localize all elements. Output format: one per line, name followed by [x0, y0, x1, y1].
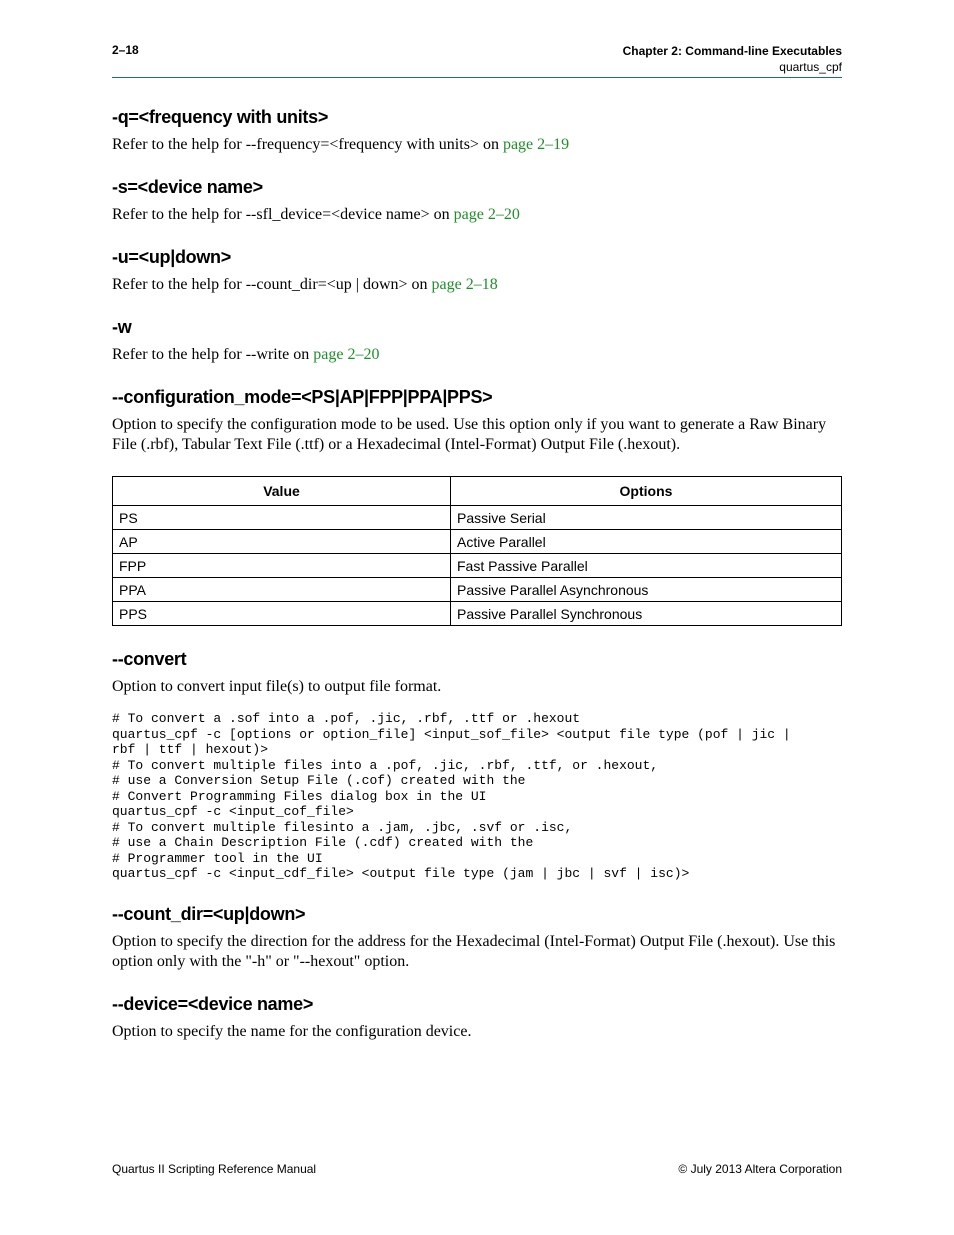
section-w	[112, 314, 842, 365]
section-text: Option to specify the configuration mode to be used. Use this option only if you want to generate a Raw Binary File (.rbf), Tabular Text File (.ttf) or a Hexadecimal (Intel-Format) Output File (.hexout).	[112, 416, 827, 453]
cell-value: PS	[113, 506, 451, 530]
cell-value: PPA	[113, 578, 451, 602]
column-header-value: Value	[113, 477, 451, 506]
section-text: Refer to the help for --write on page 2–20	[112, 346, 380, 363]
section-s	[112, 174, 842, 225]
section-heading: --device=<device name>	[112, 993, 314, 1014]
cell-option: Passive Parallel Asynchronous	[451, 578, 842, 602]
section-text: Option to specify the direction for the address for the Hexadecimal (Intel-Format) Output File (.hexout). Use this option only with the "-h" or "--hexout" option.	[112, 932, 836, 970]
table-row	[113, 530, 842, 554]
code-example-cof: # To convert multiple files into a .pof, .jic, .rbf, .ttf, or .hexout, # use a Conversion Setup File (.cof) created with the # Convert Programming Files dialog box in the UI quartus_cpf -c <input_cof_file>	[112, 757, 659, 819]
footer-copyright: © July 2013 Altera Corporation	[678, 1162, 842, 1176]
section-heading: --convert	[112, 649, 187, 669]
section-device	[112, 991, 842, 1042]
section-text: Option to specify the name for the configuration device.	[112, 1022, 472, 1040]
section-q	[112, 104, 842, 155]
page-link[interactable]: page 2–20	[313, 346, 380, 363]
header-divider	[112, 77, 842, 78]
page-content	[112, 104, 842, 1061]
code-example-cdf: # To convert multiple filesinto a .jam, .jbc, .svf or .isc, # use a Chain Description File (.cdf) created with the # Programmer tool in the UI quartus_cpf -c <input_cdf_file> <output file type (jam | jbc | svf | isc)>	[112, 819, 690, 881]
section-convert	[112, 646, 842, 882]
cell-option: Passive Parallel Synchronous	[451, 602, 842, 626]
page-number: 2–18	[112, 43, 139, 57]
section-text: Refer to the help for --frequency=<frequency with units> on page 2–19	[112, 136, 570, 153]
column-header-options: Options	[451, 477, 842, 506]
page-link[interactable]: page 2–20	[453, 206, 520, 223]
section-u	[112, 244, 842, 295]
cell-option: Fast Passive Parallel	[451, 554, 842, 578]
section-heading: --configuration_mode=<PS|AP|FPP|PPA|PPS>	[112, 387, 493, 407]
section-count-dir	[112, 901, 842, 972]
section-heading: -u=<up|down>	[112, 247, 231, 267]
page-link[interactable]: page 2–18	[431, 276, 498, 293]
section-configuration-mode	[112, 384, 842, 626]
section-text: Option to convert input file(s) to output file format.	[112, 678, 442, 695]
cell-value: AP	[113, 530, 451, 554]
section-heading: --count_dir=<up|down>	[112, 903, 306, 924]
section-text: Refer to the help for --count_dir=<up | down> on page 2–18	[112, 276, 498, 293]
table-row	[113, 578, 842, 602]
cell-value: FPP	[113, 554, 451, 578]
section-heading: -s=<device name>	[112, 177, 263, 197]
table-header-row	[113, 477, 842, 506]
section-text: Refer to the help for --sfl_device=<device name> on page 2–20	[112, 206, 520, 223]
chapter-title: Chapter 2: Command-line Executables	[622, 44, 842, 58]
footer-manual-title: Quartus II Scripting Reference Manual	[112, 1162, 317, 1176]
page-link[interactable]: page 2–19	[502, 136, 570, 153]
section-heading: -w	[112, 317, 132, 337]
cell-option: Active Parallel	[451, 530, 842, 554]
section-heading: -q=<frequency with units>	[112, 107, 329, 127]
configuration-mode-table	[112, 476, 842, 626]
cell-value: PPS	[113, 602, 451, 626]
table-row	[113, 554, 842, 578]
table-row	[113, 602, 842, 626]
running-header	[623, 43, 842, 75]
cell-option: Passive Serial	[451, 506, 842, 530]
table-row	[113, 506, 842, 530]
section-title: quartus_cpf	[779, 60, 842, 74]
code-example-sof: # To convert a .sof into a .pof, .jic, .rbf, .ttf or .hexout quartus_cpf -c [options or option_file] <input_sof_file> <output file type (pof | jic | rbf | ttf | hexout)>	[112, 711, 791, 757]
